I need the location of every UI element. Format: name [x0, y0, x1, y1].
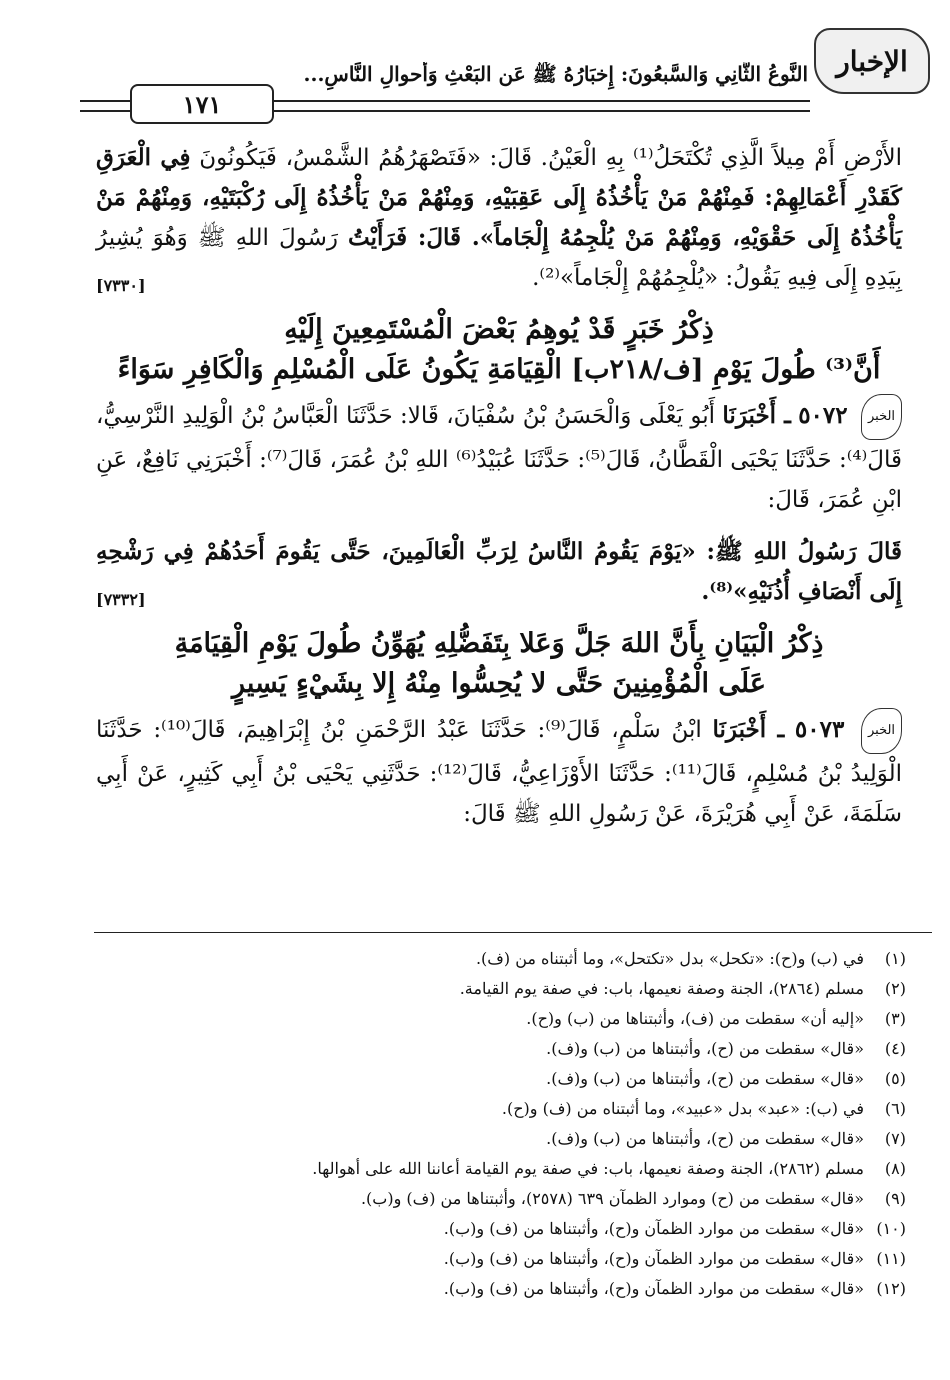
- text-line: الأَرْضِ أَمْ مِيلاً الَّذِي تُكْتَحَلُ⁽¹⁾ بِهِ الْعَيْنُ. قَالَ: «فَتَصْهَرُهُمُ الشَّمْسُ، فَيَكُونُونَ: [199, 145, 903, 171]
- text-line: النَّرْسِيُّ، قَالَ⁽⁴⁾: حَدَّثَنَا يَحْيَى الْقَطَّانُ، قَالَ⁽⁵⁾: حَدَّثَنَا عُبَيْدُ⁽⁶⁾ اللهِ بْنُ عُمَرَ، قَالَ⁽⁷⁾:: [96, 403, 902, 473]
- footnote-number: (٧): [884, 1129, 906, 1148]
- hadith-5072: [96, 394, 902, 520]
- text-line: أَبُو يَعْلَى وَالْحَسَنُ بْنُ سُفْيَانَ، قَالا: حَدَّثَنَا الْعَبَّاسُ بْنُ الْوَلِيدِ: [182, 403, 716, 429]
- footnote-number: (٨): [884, 1159, 906, 1178]
- footnote: [94, 974, 906, 1004]
- text-line: أَخْبَرَنِي نَافِعٌ، عَنِ ابْنِ عُمَرَ، قَالَ:: [96, 447, 902, 513]
- footnote-text: «قال» سقطت من موارد الظمآن و(ح)، وأثبتناها من (ف) و(ب).: [443, 1219, 864, 1238]
- heading-line: عَلَى الْمُؤْمِنِينَ حَتَّى لا يُحِسُّوا مِنْهُ إِلا بِشَيْءٍ يَسِيرٍ: [231, 668, 766, 699]
- footnote-text: مسلم (٢٨٦٤)، الجنة وصفة نعيمها، باب: في صفة يوم القيامة.: [459, 979, 864, 998]
- footnote: [94, 1094, 906, 1124]
- section-heading: [96, 624, 902, 704]
- hadith-number: ٥٠٧٣: [794, 716, 845, 743]
- footnote: [94, 1214, 906, 1244]
- text-line: رُكْبَتَيْهِ، وَمِنْهُمْ مَنْ يَأْخُذُهُ إِلَى حَقْوَيْهِ، وَمِنْهُمْ مَنْ يُلْجِمُهُ إِلْجَاماً». قَالَ: فَرَأَيْتُ: [96, 184, 903, 251]
- footnote: [94, 1154, 906, 1184]
- footnote-text: «قال» سقطت من (ح)، وأثبتناها من (ب) و(ف).: [546, 1039, 864, 1058]
- footnote: [94, 1064, 906, 1094]
- hadith-reference: [٧٣٣٢]: [96, 590, 146, 609]
- footnote: [94, 1124, 906, 1154]
- footnote-number: (٣): [884, 1009, 906, 1028]
- text-line: ابْنُ سَلْمٍ، قَالَ⁽⁹⁾: حَدَّثَنَا عَبْدُ الرَّحْمَنِ بْنُ إِبْرَاهِيمَ، قَالَ⁽¹⁰⁾:: [153, 717, 702, 743]
- footnote-text: «قال» سقطت من (ح) وموارد الظمآن ٦٣٩ (٢٥٧٨)، وأثبتناها من (ف) و(ب).: [360, 1189, 864, 1208]
- footnote-number: (١٢): [876, 1279, 906, 1298]
- footnote-number: (٥): [884, 1069, 906, 1088]
- footnote-text: «قال» سقطت من موارد الظمآن و(ح)، وأثبتناها من (ف) و(ب).: [443, 1249, 864, 1268]
- footnote: [94, 1244, 906, 1274]
- section-heading: [96, 310, 902, 390]
- footnote-text: مسلم (٢٨٦٢)، الجنة وصفة نعيمها، باب: في صفة يوم القيامة أعاننا الله على أهوالها.: [312, 1159, 864, 1178]
- text-line: رَسُولَ اللهِ ﷺ وَهُوَ يُشِيرُ بِيَدِهِ إِلَى فِيهِ يَقُولُ: «يُلْجِمُهُمْ إِلْجَاماً»⁽²⁾.: [96, 225, 902, 291]
- paragraph-continuation: [96, 138, 902, 298]
- hadith-number: ٥٠٧٢: [798, 402, 848, 429]
- khabar-icon: الخبر: [861, 708, 902, 754]
- heading-line: ذِكْرُ خَبَرٍ قَدْ يُوهِمُ بَعْضَ الْمُسْتَمِعِينَ إِلَيْهِ: [284, 314, 714, 345]
- text-line: حَدَّثَنَا الْوَلِيدُ بْنُ مُسْلِمٍ، قَالَ⁽¹¹⁾: حَدَّثَنَا الأَوْزَاعِيُّ، قَالَ⁽¹²⁾: حَدَّثَنِي يَحْيَى بْنُ أَبِي كَثِيرٍ،: [96, 717, 902, 787]
- page-header: [70, 22, 930, 122]
- footnote-text: «إليه أن» سقطت من (ف)، وأثبتناها من (ب) و(ح).: [526, 1009, 864, 1028]
- hadith-reference: [٧٣٣٠]: [96, 276, 146, 295]
- text-line: فِي الْعَرَقِ كَقَدْرِ أَعْمَالِهِمْ: فَمِنْهُمْ مَنْ يَأْخُذُهُ إِلَى عَقِبَيْهِ، وَمِنْهُمْ مَنْ يَأْخُذُهُ إِلَى: [96, 144, 902, 211]
- text-line: رَشْحِهِ إِلَى أَنْصَافِ أُذُنَيْهِ»⁽⁸⁾.: [96, 538, 902, 605]
- khabar-icon: الخبر: [861, 394, 902, 440]
- running-title: النَّوعُ الثَّانِي وَالسَّبعُونَ: إِخبَارُهُ ﷺ عَن البَعْثِ وَأَحوالِ النَّاسِ...: [303, 62, 808, 86]
- text-line: قَالَ رَسُولُ اللهِ ﷺ: «يَوْمَ يَقُومُ النَّاسُ لِرَبِّ الْعَالَمِينَ، حَتَّى يَقُومَ أَحَدُهُمْ فِي: [163, 538, 903, 565]
- text-line: عَنْ أَبِي سَلَمَةَ، عَنْ أَبِي هُرَيْرَةَ، عَنْ رَسُولِ اللهِ ﷺ قَالَ:: [96, 761, 902, 827]
- footnote-text: «قال» سقطت من (ح)، وأثبتناها من (ب) و(ف).: [546, 1069, 864, 1088]
- footnotes: [94, 944, 906, 1304]
- hadith-matn: [96, 532, 902, 612]
- footnote-number: (١١): [876, 1249, 906, 1268]
- footnote-number: (١): [884, 949, 906, 968]
- footnote-divider: [94, 932, 932, 933]
- footnote-text: «قال» سقطت من موارد الظمآن و(ح)، وأثبتناها من (ف) و(ب).: [443, 1279, 864, 1298]
- footnote: [94, 1274, 906, 1304]
- footnote: [94, 1004, 906, 1034]
- footnote-number: (٩): [884, 1189, 906, 1208]
- footnote: [94, 1034, 906, 1064]
- hadith-opening: ـ أَخْبَرَنَا: [712, 716, 785, 743]
- footnote-number: (٤): [884, 1039, 906, 1058]
- footnote: [94, 1184, 906, 1214]
- footnote-text: «قال» سقطت من (ح)، وأثبتناها من (ب) و(ف).: [546, 1129, 864, 1148]
- main-text: [96, 138, 902, 846]
- footnote-text: في (ب) و(ح): «تكحل» بدل «تكتحل»، وما أثبتناه من (ف).: [475, 949, 864, 968]
- heading-line: ذِكْرُ الْبَيَانِ بِأَنَّ اللهَ جَلَّ وَعَلا بِتَفَضُّلِهِ يُهَوِّنُ طُولَ يَوْمِ الْقِيَامَةِ: [174, 628, 824, 659]
- footnote: [94, 944, 906, 974]
- footnote-number: (٦): [884, 1099, 906, 1118]
- heading-line: أَنَّ⁽³⁾ طُولَ يَوْمِ [ف/٢١٨ب] الْقِيَامَةِ يَكُونُ عَلَى الْمُسْلِمِ وَالْكَافِرِ سَوَاءً: [117, 354, 881, 385]
- hadith-opening: ـ أَخْبَرَنَا: [722, 402, 791, 429]
- footnote-number: (٢): [884, 979, 906, 998]
- footnote-number: (١٠): [876, 1219, 906, 1238]
- page-number: ١٧١: [130, 84, 274, 124]
- chapter-badge: الإخبار: [814, 28, 930, 94]
- hadith-5073: [96, 708, 902, 834]
- footnote-text: في (ب): «عبد» بدل «عبيد»، وما أثبتناه من (ف) و(ح).: [501, 1099, 864, 1118]
